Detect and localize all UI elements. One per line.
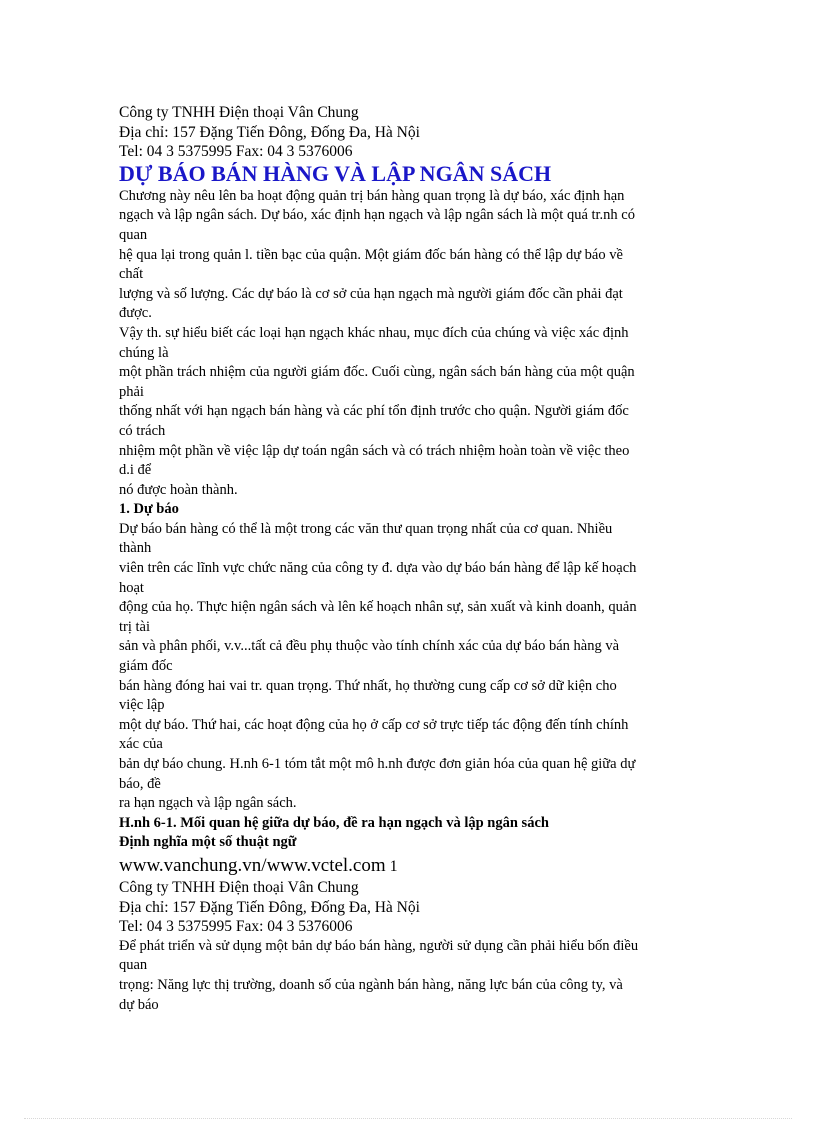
- text-line: ngạch và lập ngân sách. Dự báo, xác định hạn ngạch và lập ngân sách là một quá tr.nh có: [119, 207, 635, 224]
- text-line: một phần trách nhiệm của người giám đốc. Cuối cùng, ngân sách bán hàng của một quận: [119, 364, 635, 381]
- text-line: nó được hoàn thành.: [119, 481, 238, 498]
- text-line: báo, đề: [119, 775, 161, 792]
- text-line: chất: [119, 266, 144, 283]
- document-title: DỰ BÁO BÁN HÀNG VÀ LẬP NGÂN SÁCH: [119, 160, 552, 186]
- text-line: xác của: [119, 736, 163, 753]
- intro-paragraph: [119, 187, 699, 501]
- text-line: hệ qua lại trong quản l. tiền bạc của quận. Một giám đốc bán hàng có thể lập dự báo về: [119, 246, 623, 263]
- section2-paragraph: [119, 937, 699, 1015]
- text-line: hoạt: [119, 579, 144, 596]
- text-line: việc lập: [119, 697, 165, 714]
- text-line: chúng là: [119, 344, 169, 361]
- text-line: phải: [119, 383, 144, 400]
- section-heading-du-bao: 1. Dự báo: [119, 501, 179, 518]
- text-line: bán hàng đóng hai vai tr. quan trọng. Thứ nhất, họ thường cung cấp cơ sở dữ kiện cho: [119, 677, 617, 694]
- text-line: bản dự báo chung. H.nh 6-1 tóm tắt một mô h.nh được đơn giản hóa của quan hệ giữa dự: [119, 756, 636, 772]
- text-line: lượng và số lượng. Các dự báo là cơ sở của hạn ngạch mà người giám đốc cần phải đạt: [119, 285, 623, 302]
- text-line: sản và phân phối, v.v...tất cả đều phụ thuộc vào tính chính xác của dự báo bán hàng và: [119, 638, 620, 655]
- text-line: có trách: [119, 422, 166, 439]
- text-line: Vậy th. sự hiểu biết các loại hạn ngạch khác nhau, mục đích của chúng và việc xác định: [119, 324, 629, 341]
- company-contact: Tel: 04 3 5375995 Fax: 04 3 5376006: [119, 918, 353, 936]
- text-line: một dự báo. Thứ hai, các hoạt động của họ ở cấp cơ sở trực tiếp tác động đến tính chính: [119, 716, 629, 733]
- page-number: 1: [389, 857, 398, 875]
- company-contact: Tel: 04 3 5375995 Fax: 04 3 5376006: [119, 143, 353, 161]
- figure-caption: H.nh 6-1. Mối quan hệ giữa dự báo, đề ra hạn ngạch và lập ngân sách: [119, 814, 549, 831]
- page-footer: [119, 855, 699, 878]
- text-line: giám đốc: [119, 658, 173, 675]
- text-line: dự báo: [119, 996, 159, 1013]
- text-line: d.i để: [119, 462, 152, 479]
- text-line: Chương này nêu lên ba hoạt động quản trị bán hàng quan trọng là dự báo, xác định hạn: [119, 187, 625, 204]
- text-line: nhiệm một phần về việc lập dự toán ngân sách và có trách nhiệm hoàn toàn về việc theo: [119, 442, 630, 459]
- definitions-heading: Định nghĩa một số thuật ngữ: [119, 834, 297, 851]
- text-line: quan: [119, 226, 148, 243]
- footer-website: www.vanchung.vn/www.vctel.com: [119, 854, 386, 876]
- document-page: [119, 103, 699, 1015]
- company-name: Công ty TNHH Điện thoại Vân Chung: [119, 878, 359, 896]
- text-line: trị tài: [119, 618, 151, 635]
- text-line: trọng: Năng lực thị trường, doanh số của ngành bán hàng, năng lực bán của công ty, và: [119, 976, 623, 993]
- text-line: viên trên các lĩnh vực chức năng của công ty đ. dựa vào dự báo bán hàng để lập kế hoạch: [119, 560, 637, 577]
- text-line: thống nhất với hạn ngạch bán hàng và các phí tổn định trước cho quận. Người giám đốc: [119, 403, 629, 420]
- company-address: Địa chỉ: 157 Đặng Tiến Đông, Đống Đa, Hà Nội: [119, 123, 420, 141]
- text-line: quan: [119, 957, 148, 974]
- company-name: Công ty TNHH Điện thoại Vân Chung: [119, 104, 359, 121]
- text-line: Dự báo bán hàng có thể là một trong các văn thư quan trọng nhất của cơ quan. Nhiều: [119, 520, 613, 537]
- page-edge-divider: [24, 1118, 792, 1119]
- text-line: thành: [119, 540, 152, 557]
- text-line: Để phát triển và sử dụng một bản dự báo bán hàng, người sử dụng cần phải hiểu bốn điều: [119, 937, 639, 954]
- company-address: Địa chỉ: 157 Đặng Tiến Đông, Đống Đa, Hà Nội: [119, 898, 420, 916]
- text-line: động của họ. Thực hiện ngân sách và lên kế hoạch nhân sự, sản xuất và kinh doanh, quản: [119, 599, 637, 616]
- section1-paragraph: [119, 520, 699, 814]
- text-line: được.: [119, 305, 152, 322]
- text-line: ra hạn ngạch và lập ngân sách.: [119, 795, 297, 812]
